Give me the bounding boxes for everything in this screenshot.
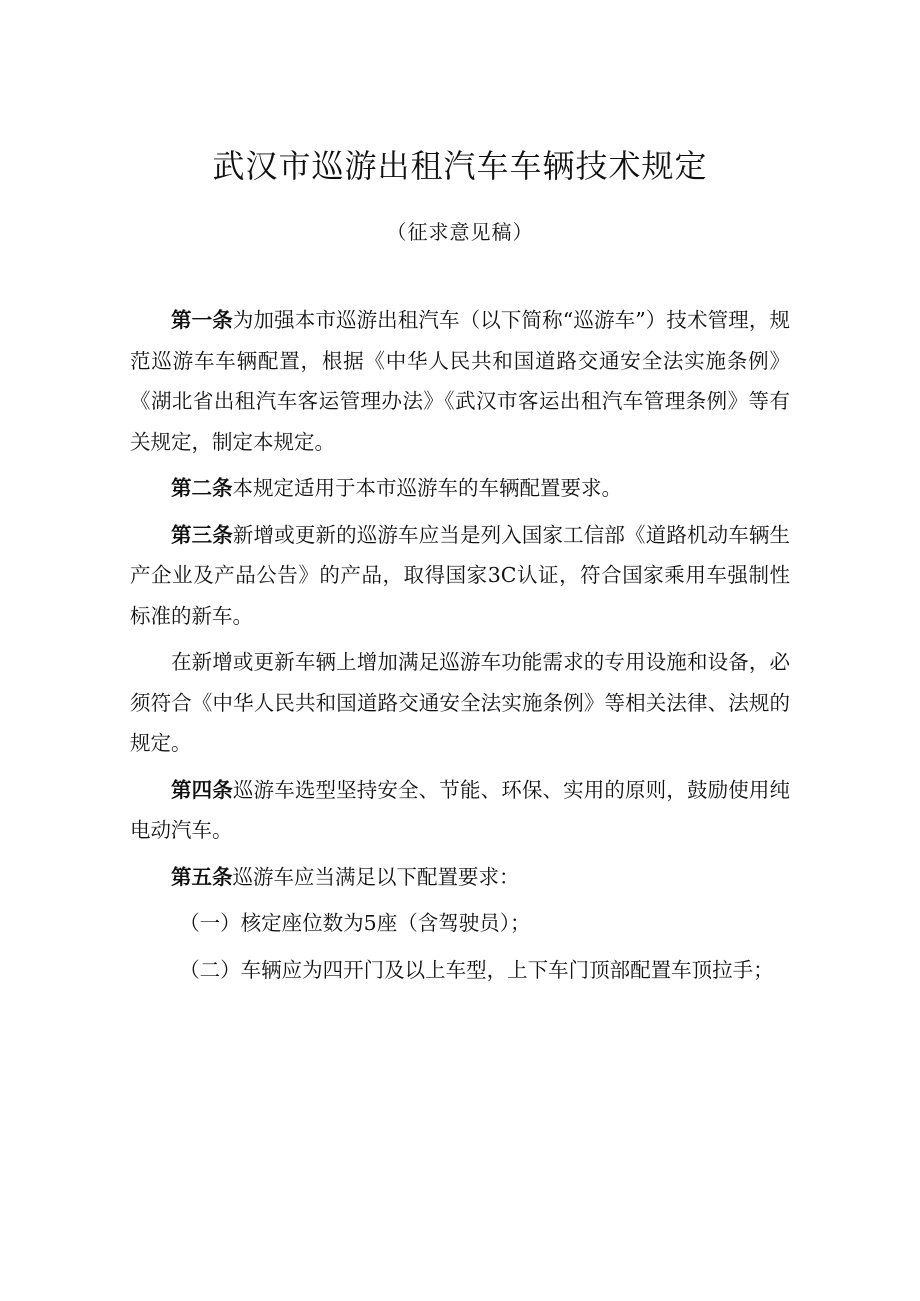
document-body <box>130 300 790 990</box>
article-5-heading: 第五条 <box>171 864 233 889</box>
article-4-paragraph <box>130 770 790 851</box>
article-2-heading: 第二条 <box>171 476 233 500</box>
article-5-text: 巡游车应当满足以下配置要求： <box>232 864 520 889</box>
article-3-continuation-paragraph <box>130 642 790 764</box>
article-5-item-2-text: （二）车辆应为四开门及以上车型，上下车门顶部配置车顶拉手； <box>179 957 774 982</box>
article-2-text: 本规定适用于本市巡游车的车辆配置要求。 <box>232 476 622 500</box>
article-3-continuation-text: 在新增或更新车辆上增加满足巡游车功能需求的专用设施和设备，必须符合《中华人民共和国道路交通安全法实施条例》等相关法律、法规的规定。 <box>130 650 790 755</box>
article-5-paragraph <box>130 857 790 898</box>
article-1-text: 为加强本市巡游出租汽车（以下简称“巡游车”）技术管理，规范巡游车车辆配置，根据《中华人民共和国道路交通安全法实施条例》《湖北省出租汽车客运管理办法》《武汉市客运出租汽车管理条例》等有关规定，制定本规定。 <box>130 308 790 454</box>
article-5-item-1-text: （一）核定座位数为5座（含驾驶员）； <box>179 911 531 935</box>
article-1-paragraph <box>130 300 790 462</box>
article-2-paragraph <box>130 468 790 509</box>
article-3-paragraph <box>130 515 790 637</box>
document-title: 武汉市巡游出租汽车车辆技术规定 <box>212 147 708 185</box>
article-4-text: 巡游车选型坚持安全、节能、环保、实用的原则，鼓励使用纯电动汽车。 <box>130 777 791 842</box>
article-3-heading: 第三条 <box>171 522 233 547</box>
article-5-item-1 <box>130 903 790 944</box>
article-4-heading: 第四条 <box>171 777 233 802</box>
article-5-item-2 <box>130 950 790 991</box>
article-3-text: 新增或更新的巡游车应当是列入国家工信部《道路机动车辆生产企业及产品公告》的产品，取得国家3C认证，符合国家乘用车强制性标准的新车。 <box>130 522 791 628</box>
document-subtitle: （征求意见稿） <box>386 220 534 244</box>
article-1-heading: 第一条 <box>171 308 233 332</box>
